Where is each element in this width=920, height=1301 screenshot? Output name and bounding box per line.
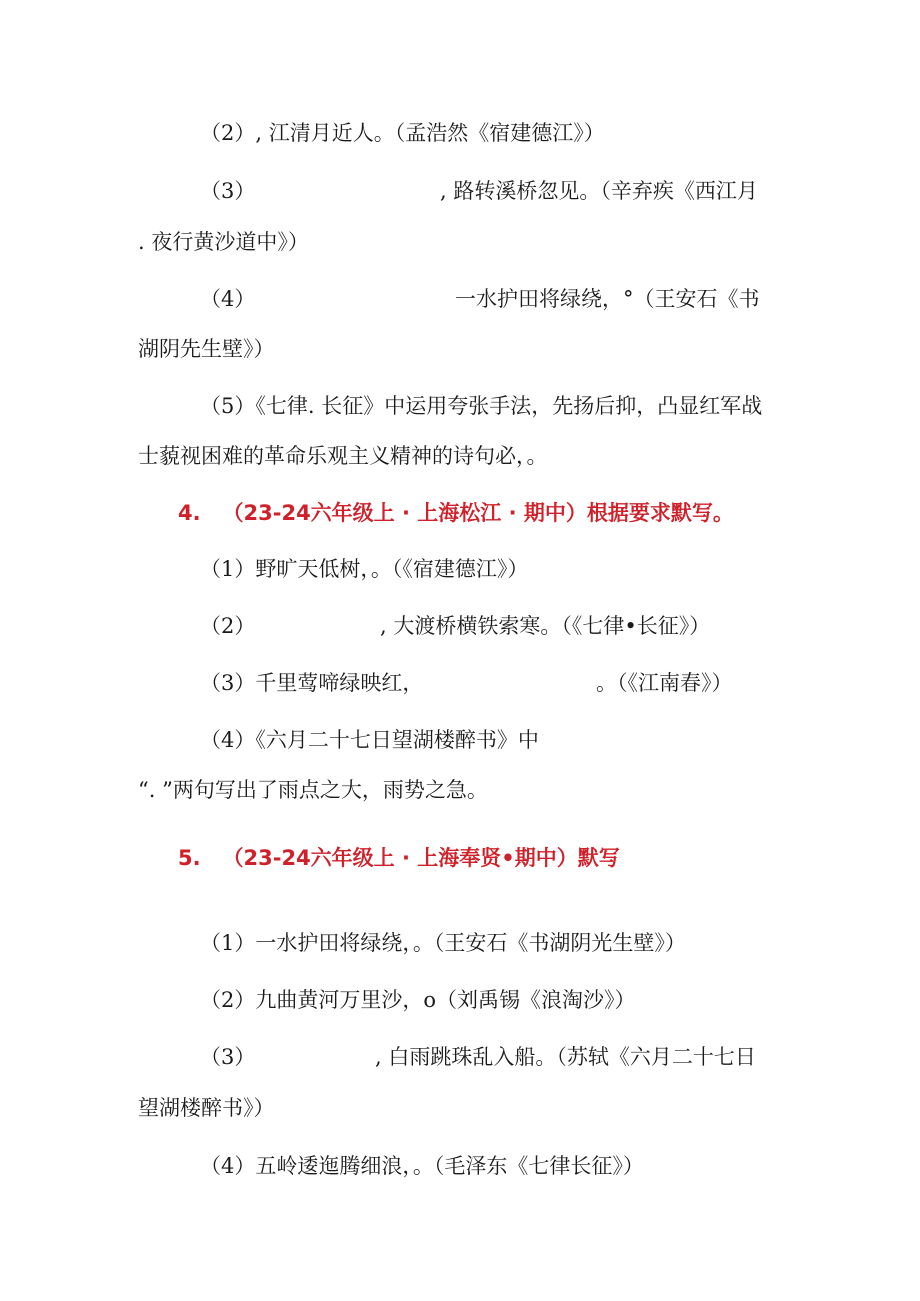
item-5-3-cont: 望湖楼醉书》） (138, 1096, 275, 1120)
item-3-3-cont: . 夜行黄沙道中》） (138, 230, 309, 254)
item-3-3-text: , 路转溪桥忽见。（辛弃疾《西江月 (440, 179, 758, 203)
item-4-3-text: （3）千里莺啼绿映红， (200, 671, 424, 695)
item-3-5: （5）《七律. 长征》中运用夸张手法，先扬后抑，凸显红军战 (200, 394, 763, 418)
item-3-4-label: （4） (200, 287, 256, 311)
item-3-3-label: （3） (200, 179, 256, 203)
item-4-4-cont: “. ”两句写出了雨点之大，雨势之急。 (138, 778, 488, 802)
item-5-4: （4）五岭逶迤腾细浪，。（毛泽东《七律长征》） (200, 1154, 644, 1178)
item-4-2-text: , 大渡桥横铁索寒。（《七律•长征》） (380, 614, 711, 638)
item-3-5-cont: 士藐视困难的革命乐观主义精神的诗句必，。 (138, 444, 548, 468)
item-5-3-text: , 白雨跳珠乱入船。（苏轼《六月二十七日 (375, 1045, 756, 1069)
item-5-2: （2）九曲黄河万里沙，o（刘禹锡《浪淘沙》） (200, 988, 636, 1012)
question-4-heading: 4. （23-24六年级上 · 上海松江 · 期中）根据要求默写。 (178, 501, 734, 525)
item-4-3-source: 。（《江南春》） (596, 671, 733, 695)
item-5-1: （1）一水护田将绿绕，。（王安石《书湖阴光生壁》） (200, 931, 686, 955)
item-3-2: （2）, 江清月近人。（孟浩然《宿建德江》） (200, 121, 605, 145)
question-5-heading: 5. （23-24六年级上 · 上海奉贤•期中）默写 (178, 846, 620, 870)
item-4-1: （1）野旷天低树，。（《宿建德江》） (200, 557, 529, 581)
item-4-4: （4）《六月二十七日望湖楼醉书》中 (200, 728, 539, 752)
item-5-3-label: （3） (200, 1045, 256, 1069)
item-3-4-text: 一水护田将绿绕，°（王安石《书 (455, 287, 760, 311)
item-3-4-cont: 湖阴先生壁》） (138, 337, 275, 361)
item-4-2-label: （2） (200, 614, 256, 638)
